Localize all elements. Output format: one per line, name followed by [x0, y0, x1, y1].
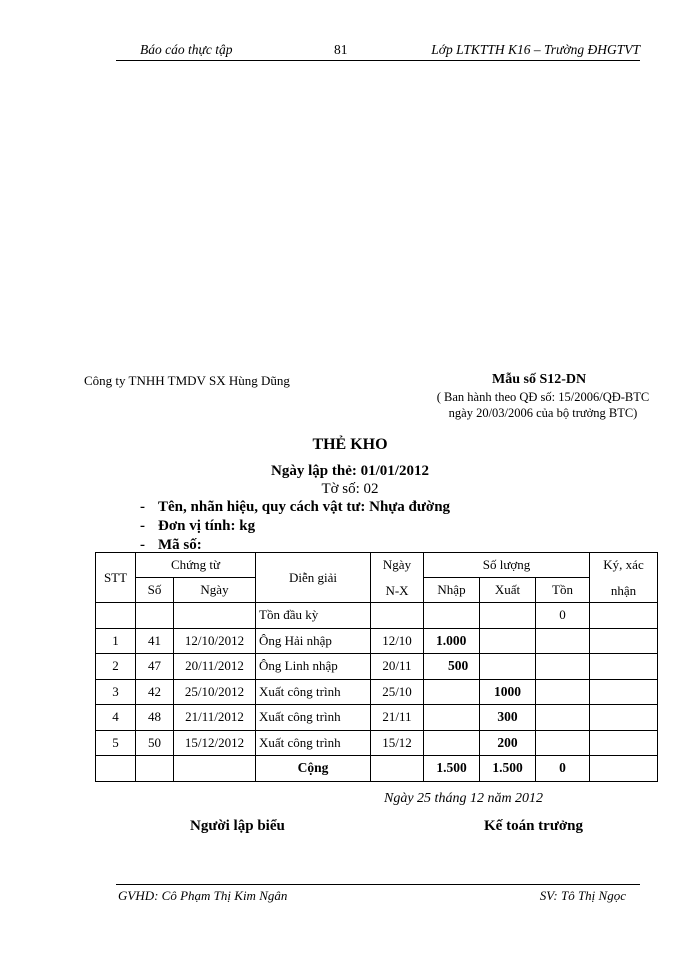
table-row: 3 42 25/10/2012 Xuất công trình 25/10 1000	[96, 679, 658, 705]
col-voucher: Chứng từ	[136, 553, 256, 578]
supervisor: GVHD: Cô Phạm Thị Kim Ngân	[118, 888, 288, 903]
col-sign: Ký, xác nhận	[590, 553, 658, 603]
col-nx-date: Ngày N-X	[371, 553, 424, 603]
col-out: Xuất	[480, 578, 536, 603]
total-stock: 0	[536, 756, 590, 782]
company-name: Công ty TNHH TMDV SX Hùng Dũng	[84, 373, 290, 388]
col-in: Nhập	[424, 578, 480, 603]
class-school: Lớp LTKTTH K16 – Trường ĐHGTVT	[431, 42, 640, 57]
table-row: 2 47 20/11/2012 Ông Linh nhập 20/11 500	[96, 654, 658, 680]
total-in: 1.500	[424, 756, 480, 782]
total-row	[96, 756, 658, 782]
opening-desc: Tồn đầu kỳ	[256, 603, 371, 629]
total-out: 1.500	[480, 756, 536, 782]
card-title: THẺ KHO	[312, 436, 388, 453]
signoff-date: Ngày 25 tháng 12 năm 2012	[384, 791, 544, 806]
student: SV: Tô Thị Ngọc	[539, 888, 626, 903]
col-qty: Số lượng	[424, 553, 590, 578]
opening-row	[96, 603, 658, 629]
form-note	[418, 389, 668, 421]
chief-accountant-label: Kế toán trưởng	[484, 818, 583, 834]
item-unit: - Đơn vị tính: kg	[140, 518, 256, 534]
page-number: 81	[334, 42, 348, 57]
sheet-number: Tờ số: 02	[321, 481, 379, 497]
col-voucher-no: Số	[136, 578, 174, 603]
table-row: 5 50 15/12/2012 Xuất công trình 15/12 200	[96, 730, 658, 756]
card-date: Ngày lập thẻ: 01/01/2012	[271, 463, 429, 479]
col-desc: Diễn giải	[256, 553, 371, 603]
item-material: - Tên, nhãn hiệu, quy cách vật tư: Nhựa đường	[140, 499, 451, 515]
col-voucher-date: Ngày	[174, 578, 256, 603]
table-row: 1 41 12/10/2012 Ông Hải nhập 12/10 1.000	[96, 628, 658, 654]
form-code: Mẫu số S12-DN	[492, 372, 587, 387]
page-footer	[116, 884, 640, 905]
item-code: - Mã số:	[140, 537, 202, 553]
report-title: Báo cáo thực tập	[140, 42, 233, 57]
header-row-1	[96, 553, 658, 578]
stock-card-table	[95, 552, 658, 782]
form-note-line2: ngày 20/03/2006 của bộ trưởng BTC)	[448, 406, 638, 420]
opening-stock: 0	[536, 603, 590, 629]
table-row: 4 48 21/11/2012 Xuất công trình 21/11 300	[96, 705, 658, 731]
col-stt: STT	[96, 553, 136, 603]
preparer-label: Người lập biểu	[190, 818, 285, 834]
form-note-line1: ( Ban hành theo QĐ số: 15/2006/QĐ-BTC	[436, 390, 650, 404]
total-label: Cộng	[256, 756, 371, 782]
page-header	[116, 40, 640, 61]
col-stock: Tồn	[536, 578, 590, 603]
